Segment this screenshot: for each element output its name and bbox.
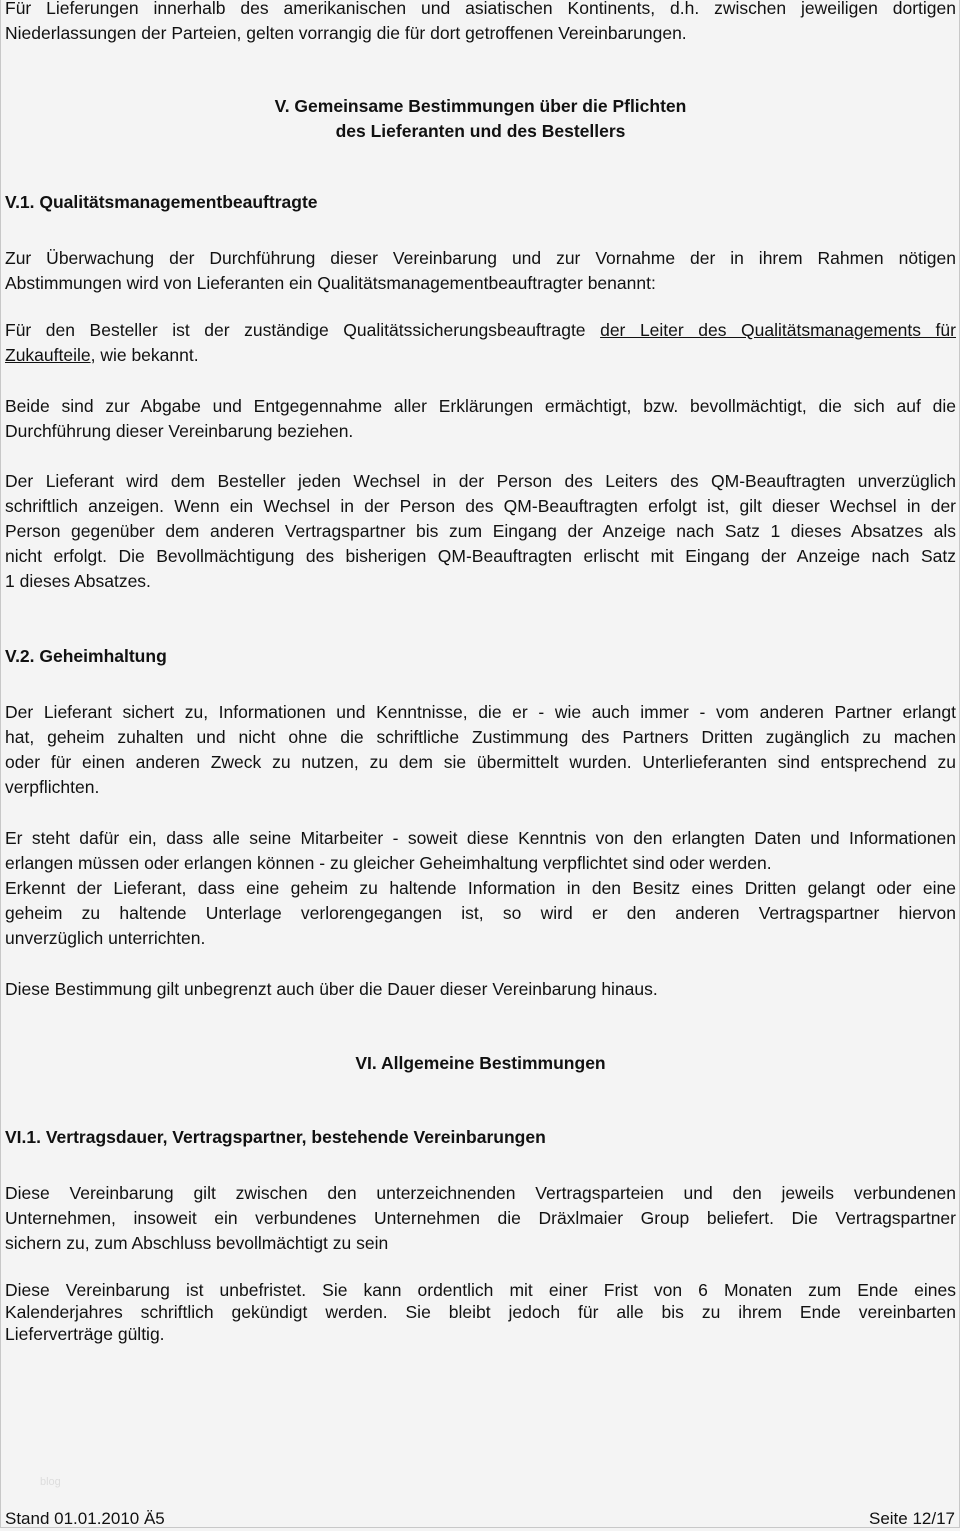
- vi1-paragraph-1: [5, 1181, 956, 1256]
- text-line: sichern zu, zum Abschluss bevollmächtigt zu sein: [5, 1233, 389, 1253]
- v2-heading: [5, 644, 956, 669]
- text-line: oder für einen anderen Zweck zu nutzen, zu dem sie übermittelt wurden. Unterlieferanten sind entsprechend zu: [5, 752, 956, 772]
- v1-paragraph-3: [5, 394, 956, 444]
- text-line: Erkennt der Lieferant, dass eine geheim zu haltende Information in den Besitz eines Dritten gelangt oder eine: [5, 878, 956, 898]
- heading-text: VI.1. Vertragsdauer, Vertragspartner, bestehende Vereinbarungen: [5, 1127, 546, 1147]
- text-line: erlangen müssen oder erlangen können - zu gleicher Geheimhaltung verpflichtet sind oder werden.: [5, 853, 772, 873]
- text-line: Niederlassungen der Parteien, gelten vorrangig die für dort getroffenen Vereinbarungen.: [5, 23, 687, 43]
- text-line: unverzüglich unterrichten.: [5, 928, 206, 948]
- text: Diese Bestimmung gilt unbegrenzt auch über die Dauer dieser Vereinbarung hinaus.: [5, 979, 658, 999]
- section-v-heading: [5, 94, 956, 144]
- text-line: V. Gemeinsame Bestimmungen über die Pflichten: [274, 96, 687, 116]
- text-line: Unternehmen, insoweit ein verbundenes Unternehmen die Dräxlmaier Group beliefert. Die Vertragspartner: [5, 1208, 956, 1228]
- text-line: des Lieferanten und des Bestellers: [335, 121, 626, 141]
- text-line: Für Lieferungen innerhalb des amerikanischen und asiatischen Kontinents, d.h. zwischen jeweiligen dortigen: [5, 0, 956, 18]
- text-line: nicht erfolgt. Die Bevollmächtigung des bisherigen QM-Beauftragten erlischt mit Eingang der Anzeige nach Satz: [5, 546, 956, 566]
- text-line: schriftlich anzeigen. Wenn ein Wechsel in der Person des QM-Beauftragten erfolgt ist, gilt dieser Wechsel in der: [5, 496, 956, 516]
- v2-paragraph-1: [5, 700, 956, 800]
- text-line: Zur Überwachung der Durchführung dieser Vereinbarung und zur Vornahme der in ihrem Rahmen nötigen: [5, 248, 956, 268]
- section-vi-heading: [5, 1051, 956, 1076]
- text: , wie bekannt.: [90, 345, 199, 365]
- watermark: blog: [40, 1476, 61, 1488]
- v1-paragraph-2: [5, 318, 956, 368]
- vi1-paragraph-2: [5, 1279, 956, 1345]
- underlined-text: der Leiter des Qualitätsmanagements für: [600, 320, 956, 340]
- text-line: geheim zu haltende Unterlage verlorengegangen ist, so wird er den anderen Vertragspartner hiervon: [5, 903, 956, 923]
- heading-text: VI. Allgemeine Bestimmungen: [355, 1053, 606, 1073]
- text-line: Der Lieferant sichert zu, Informationen und Kenntnisse, die er - wie auch immer - vom anderen Partner erlangt: [5, 702, 956, 722]
- text-line: Lieferverträge gültig.: [5, 1324, 165, 1344]
- text-line: Diese Vereinbarung ist unbefristet. Sie kann ordentlich mit einer Frist von 6 Monaten zum Ende eines: [5, 1280, 956, 1300]
- v2-paragraph-2: [5, 826, 956, 876]
- intro-paragraph: [5, 0, 956, 46]
- text-line: Abstimmungen wird von Lieferanten ein Qualitätsmanagementbeauftragter benannt:: [5, 273, 656, 293]
- text-line: Er steht dafür ein, dass alle seine Mitarbeiter - soweit diese Kenntnis von den erlangten Daten und Informationen: [5, 828, 956, 848]
- text-line: Durchführung dieser Vereinbarung beziehen.: [5, 421, 354, 441]
- text-line: hat, geheim zuhalten und nicht ohne die schriftliche Zustimmung des Partners Dritten zugänglich zu machen: [5, 727, 956, 747]
- text: Für den Besteller ist der zuständige Qualitätssicherungsbeauftragte: [5, 320, 601, 340]
- heading-text: V.2. Geheimhaltung: [5, 646, 167, 666]
- v1-paragraph-1: [5, 246, 956, 296]
- v2-paragraph-4: [5, 977, 956, 1002]
- v1-heading: [5, 190, 956, 215]
- footer-page-number: Seite 12/17: [868, 1509, 955, 1528]
- footer-date: Stand 01.01.2010 Ä5: [5, 1509, 165, 1528]
- underlined-text: Zukaufteile: [5, 345, 91, 365]
- v2-paragraph-3: [5, 876, 956, 951]
- vi1-heading: [5, 1125, 956, 1150]
- text-line: Beide sind zur Abgabe und Entgegennahme aller Erklärungen ermächtigt, bzw. bevollmächtigt, die sich auf die: [5, 396, 956, 416]
- text-line: 1 dieses Absatzes.: [5, 571, 151, 591]
- heading-text: V.1. Qualitätsmanagementbeauftragte: [5, 192, 318, 212]
- text-line: Kalenderjahres schriftlich gekündigt werden. Sie bleibt jedoch für alle bis zu ihrem Ende vereinbarten: [5, 1302, 956, 1322]
- v1-paragraph-4: [5, 469, 956, 594]
- text-line: Person gegenüber dem anderen Vertragspartner bis zum Eingang der Anzeige nach Satz 1 dieses Absatzes als: [5, 521, 956, 541]
- text-line: Diese Vereinbarung gilt zwischen den unterzeichnenden Vertragsparteien und den jeweils verbundenen: [5, 1183, 956, 1203]
- text-line: verpflichten.: [5, 777, 100, 797]
- text-line: Der Lieferant wird dem Besteller jeden Wechsel in der Person des Leiters des QM-Beauftragten unverzüglich: [5, 471, 956, 491]
